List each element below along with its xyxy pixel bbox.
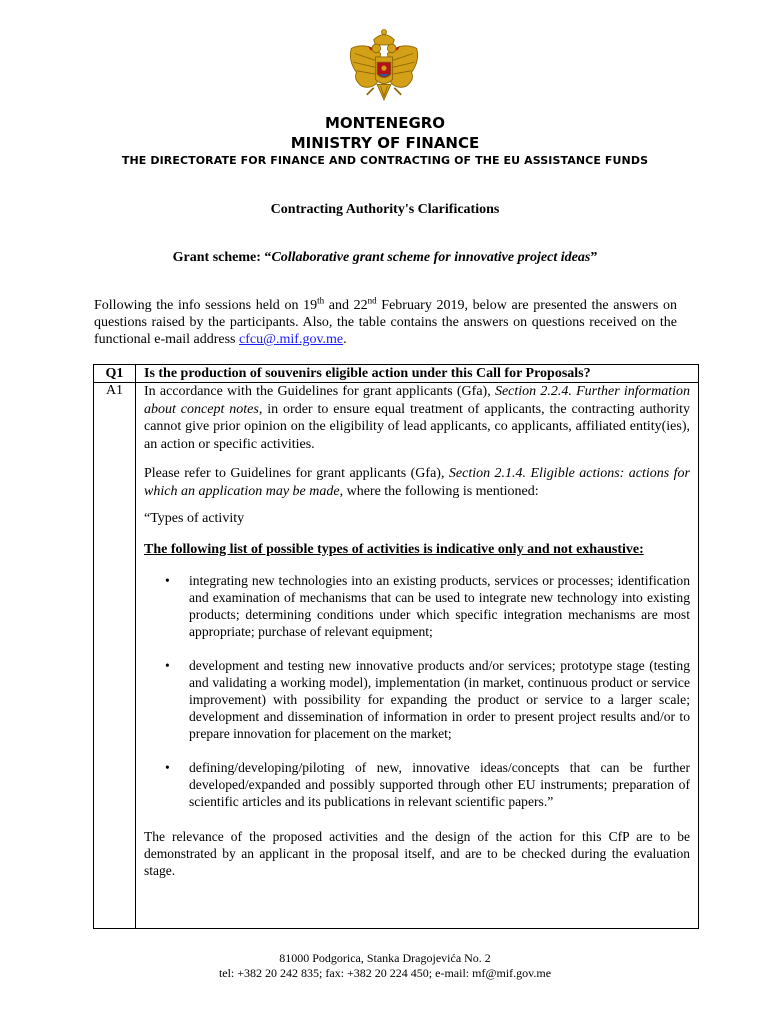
list-item: • defining/developing/piloting of new, innovative ideas/concepts that can be further developed/expanded and possibly supported through other EU instruments; preparation of scientific articles and its publications in relevant scientific papers.” [165, 760, 690, 809]
footer-address: 81000 Podgorica, Stanka Dragojevića No. 2 [279, 951, 491, 965]
question-label: Q1 [105, 366, 124, 381]
qa-column-divider [135, 365, 136, 928]
montenegro-coat-of-arms-icon [341, 26, 427, 112]
grant-prefix: Grant scheme: “ [172, 250, 272, 265]
header-country: MONTENEGRO [324, 114, 446, 132]
bullet-icon: • [165, 760, 170, 775]
grant-scheme-line [0, 250, 770, 266]
answer-paragraph: “Types of activity [144, 511, 245, 526]
answer-paragraph: Please refer to Guidelines for grant applicants (Gfa), Section 2.1.4. Eligible actions: actions for which an application may be made, where the following is mentioned: [144, 466, 690, 499]
activity-list-heading: The following list of possible types of activities is indicative only and not exhaustive: [144, 541, 644, 557]
activity-list [144, 572, 690, 810]
qa-table [93, 364, 699, 929]
intro-paragraph: Following the info sessions held on 19th and 22nd February 2019, below are presented the answers on questions raised by the participants. Also, the table contains the answers on questions received on the functional e-mail address cfcu@.mif.gov.me. [94, 295, 677, 347]
footer-contact: tel: +382 20 242 835; fax: +382 20 224 450; e-mail: mf@mif.gov.me [218, 966, 552, 980]
email-link[interactable]: cfcu@.mif.gov.me [239, 332, 344, 347]
list-item: • integrating new technologies into an existing products, services or processes; identification and examination of mechanisms that can be used to integrate new technology into existing products; determining conditions under which specific integration mechanisms are most appropriate; purchase of relevant equipment; [165, 573, 690, 639]
header-directorate: THE DIRECTORATE FOR FINANCE AND CONTRACTING OF THE EU ASSISTANCE FUNDS [121, 154, 649, 167]
document-title: Contracting Authority's Clarifications [270, 202, 500, 217]
answer-paragraph: In accordance with the Guidelines for grant applicants (Gfa), Section 2.2.4. Further information about concept notes, in order to ensure equal treatment of applicants, the contracting authority cannot give prior opinion on the eligibility of lead applicants, co applicants, affiliated entity(ies), an action or specific activities. [144, 384, 690, 452]
bullet-icon: • [165, 658, 170, 673]
header-ministry: MINISTRY OF FINANCE [290, 134, 480, 152]
bullet-icon: • [165, 573, 170, 588]
list-item: • development and testing new innovative products and/or services; prototype stage (testing and validating a working model), implementation (in market, continuous product or service improvement) with possibility for expanding the product or service to a larger scale; development and dissemination of information in order to present project results and/or to prepare innovation for placement on the market; [165, 658, 690, 741]
answer-paragraph: The relevance of the proposed activities and the design of the action for this CfP are to be demonstrated by an applicant in the proposal itself, and are to be checked during the evaluation stage. [144, 829, 690, 878]
answer-label: A1 [105, 383, 124, 398]
question-text: Is the production of souvenirs eligible action under this Call for Proposals? [144, 366, 591, 381]
grant-suffix: ” [590, 250, 598, 265]
grant-name: Collaborative grant scheme for innovative project ideas [271, 250, 591, 265]
answer-body [144, 383, 690, 879]
